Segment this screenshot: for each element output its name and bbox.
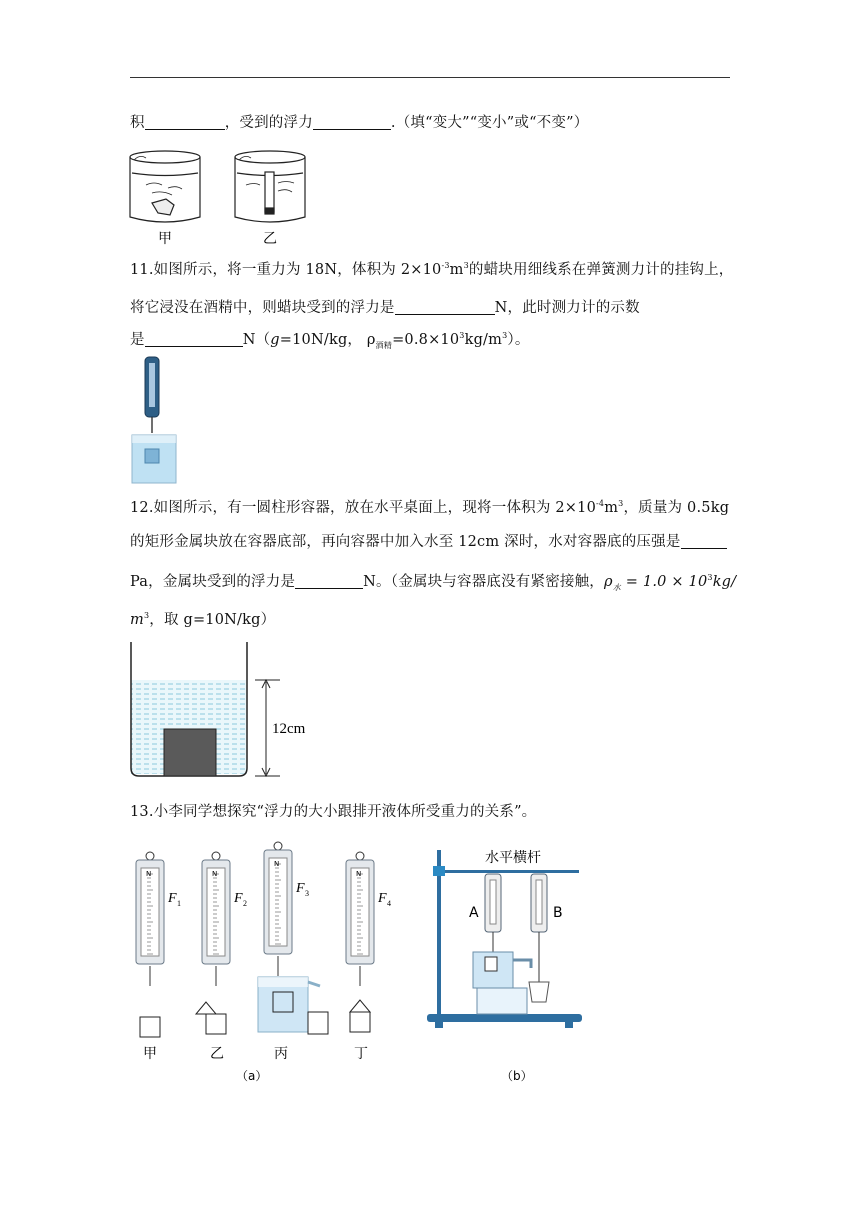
header-rule <box>130 77 730 78</box>
q12-blank-buoyancy[interactable] <box>295 574 363 589</box>
label-meter-b: B <box>553 905 563 921</box>
spring-scale-3 <box>264 842 309 976</box>
scale-sub-1: 1 <box>177 899 181 908</box>
caption-b: （b） <box>501 1069 533 1083</box>
scale-unit: N <box>146 870 152 878</box>
q12-line-3: Pa，金属块受到的浮力是 N。（金属块与容器底没有紧密接触，$\rho_水 = 1.0 \times 10^3kg/$ <box>130 573 737 592</box>
label-yi: 乙 <box>210 1046 224 1062</box>
caption-a: （a） <box>236 1069 268 1083</box>
spring-scale-1 <box>136 852 181 986</box>
q10-end: .（填“变大”“变小”或“不变”） <box>390 115 589 131</box>
q12-line-2: 的矩形金属块放在容器底部，再向容器中加入水至 12cm 深时，水对容器底的压强是 <box>130 530 727 551</box>
label-meter-a: A <box>469 905 479 921</box>
spring-scale-icon <box>145 357 159 433</box>
weight-ding <box>350 1012 370 1032</box>
scale-label-F3: F <box>296 881 305 896</box>
q10-mid: ，受到的浮力 <box>224 115 313 131</box>
q10-text-line <box>130 111 588 132</box>
q10-label-jia: 甲 <box>158 231 172 247</box>
hanger-yi <box>196 1002 216 1014</box>
q10-line-start: 积 <box>130 115 145 131</box>
weight-yi <box>206 1014 226 1034</box>
hanger-ding <box>350 1000 370 1012</box>
q10-blank-buoyancy[interactable] <box>313 115 391 130</box>
beaker-yi <box>235 151 305 222</box>
beaker-jia <box>130 151 200 222</box>
q11-figure <box>128 355 188 485</box>
q13-line-1: 13.小李同学想探究“浮力的大小跟排开液体所受重力的关系”。 <box>130 804 537 820</box>
depth-label: 12cm <box>272 721 306 737</box>
scale-unit: N <box>356 870 362 878</box>
label-bing: 丙 <box>274 1046 288 1062</box>
q11-line-3: 是 N（g=10N/kg， $\rho_{酒精}=0.8\times 10^3kg/m^3$）。 <box>130 331 530 350</box>
q11-line-2: 将它浸没在酒精中，则蜡块受到的浮力是 N，此时测力计的示数 <box>130 300 640 316</box>
label-ding: 丁 <box>354 1046 368 1062</box>
q10-blank-volume[interactable] <box>145 115 225 130</box>
q12-blank-pressure[interactable] <box>681 534 727 549</box>
metal-block <box>164 729 216 776</box>
scale-unit: N <box>212 870 218 878</box>
overflow-setup <box>473 952 549 1014</box>
weight-jia <box>140 1017 160 1037</box>
small-beaker <box>308 1012 328 1034</box>
q10-figure <box>128 145 308 245</box>
q13-figure-a <box>128 842 408 1087</box>
q11-blank-buoyancy[interactable] <box>395 300 495 315</box>
scale-label-F4: F <box>378 891 387 906</box>
q13-figure-b <box>425 842 595 1087</box>
scale-label-F2: F <box>234 891 243 906</box>
q11-blank-reading[interactable] <box>145 332 243 347</box>
q12-line-1: 12.如图所示，有一圆柱形容器，放在水平桌面上，现将一体积为 $2\times 10^{-4}m^3$，质量为 0.5kg <box>130 499 730 516</box>
q10-label-yi: 乙 <box>263 231 277 247</box>
q11-line-1: 11.如图所示，将一重力为 18N，体积为 $2\times 10^{-3}m^3$的蜡块用细线系在弹簧测力计的挂钩上， <box>130 261 734 278</box>
beaker-alcohol <box>132 435 176 483</box>
scale-label-F1: F <box>168 891 177 906</box>
scale-sub-3: 3 <box>305 889 309 898</box>
rod-label: 水平横杆 <box>485 850 541 866</box>
scale-sub-4: 4 <box>387 899 391 908</box>
scale-a <box>485 874 501 952</box>
scale-sub-2: 2 <box>243 899 247 908</box>
scale-unit: N <box>274 860 280 868</box>
spring-scale-2 <box>202 852 247 986</box>
q12-line-4: $m^3$，取 g=10N/kg） <box>130 611 276 628</box>
label-jia: 甲 <box>143 1046 157 1062</box>
scale-b <box>531 874 547 982</box>
spring-scale-4 <box>346 852 391 986</box>
q12-figure <box>128 642 328 782</box>
